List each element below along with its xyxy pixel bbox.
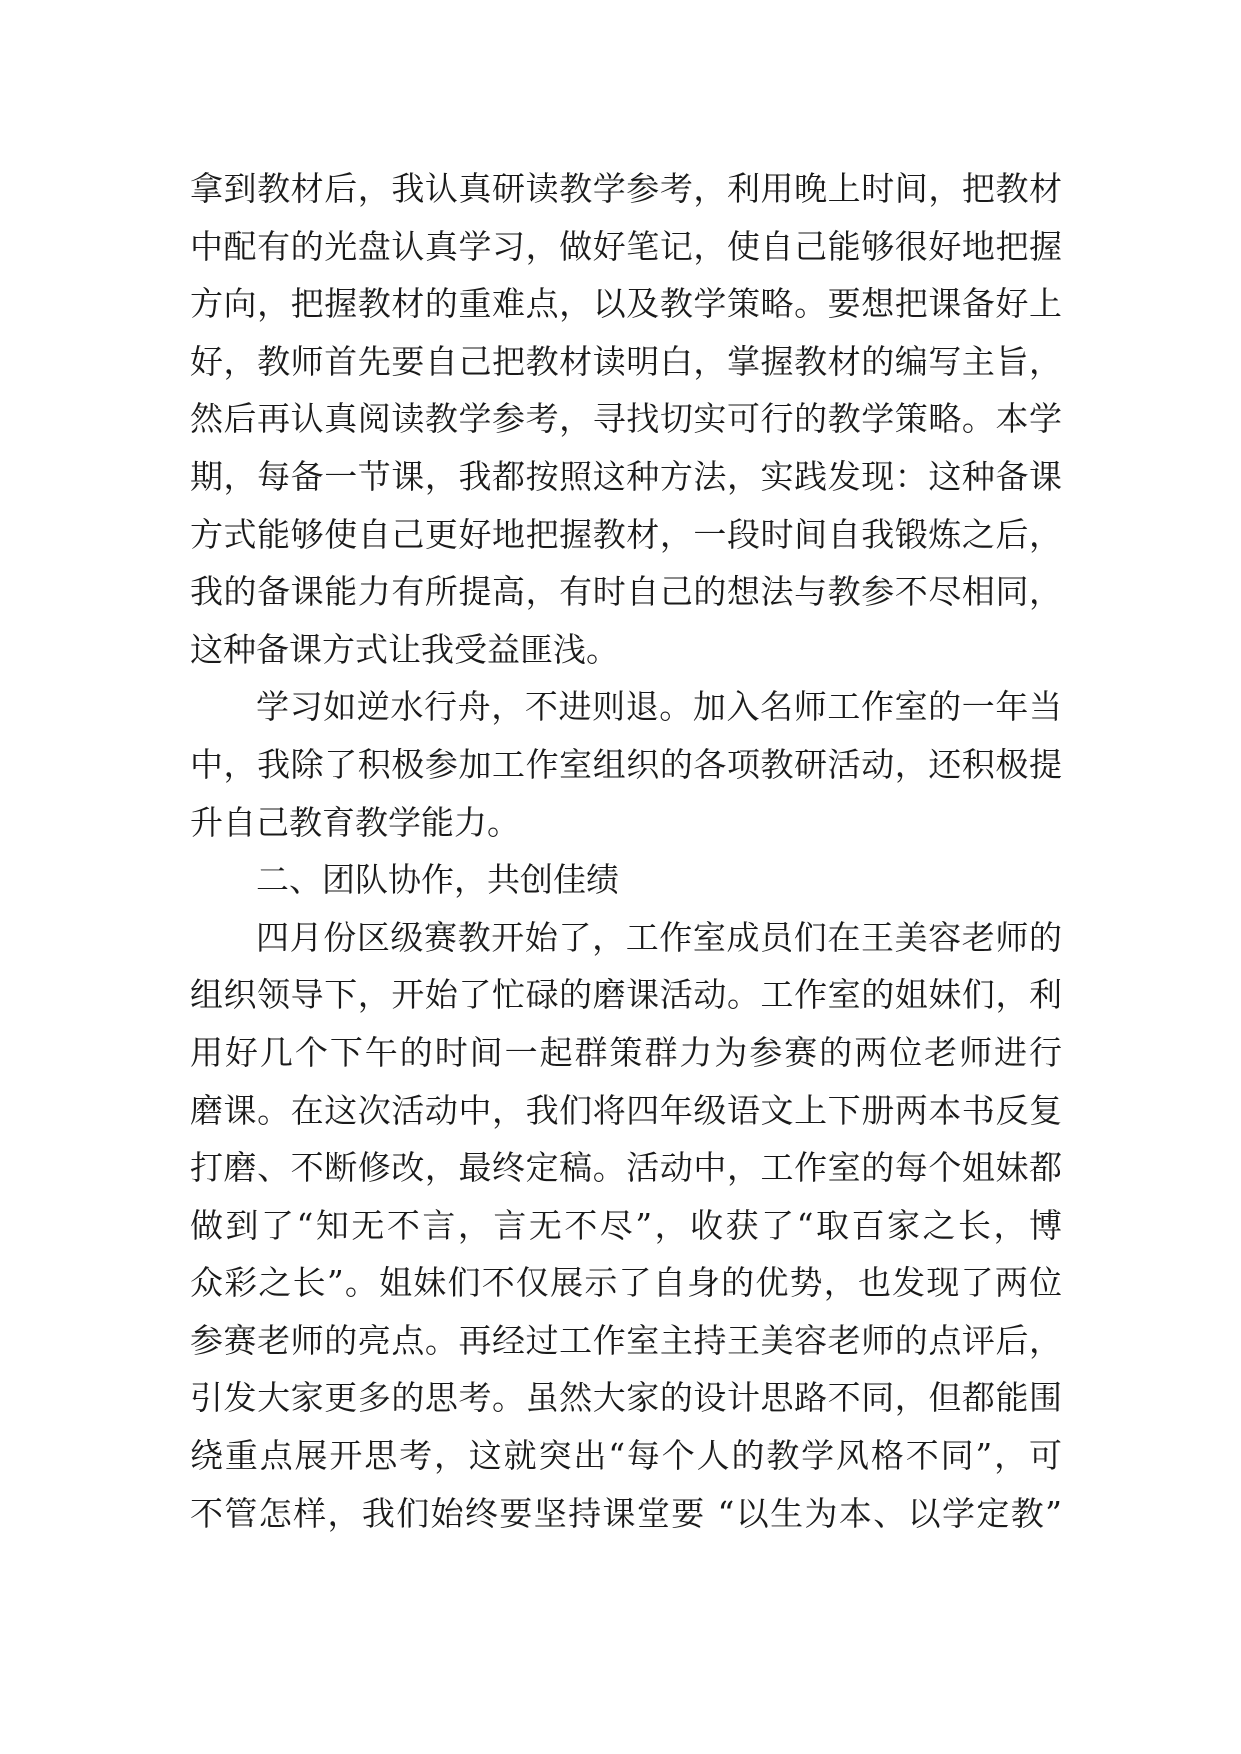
text-line: 方向，把握教材的重难点，以及教学策略。要想把课备好上 bbox=[190, 284, 1062, 324]
text-line: 期，每备一节课，我都按照这种方法，实践发现：这种备课 bbox=[190, 456, 1062, 496]
text-line: 不管怎样，我们始终要坚持课堂要 “以生为本、以学定教” bbox=[190, 1493, 1062, 1533]
text-line: 磨课。在这次活动中，我们将四年级语文上下册两本书反复 bbox=[190, 1090, 1062, 1130]
text-line: 升自己教育教学能力。 bbox=[190, 802, 520, 842]
text-line: 这种备课方式让我受益匪浅。 bbox=[190, 629, 619, 669]
text-line: 做到了“知无不言，言无不尽”，收获了“取百家之长，博 bbox=[190, 1205, 1062, 1245]
text-line: 学习如逆水行舟，不进则退。加入名师工作室的一年当 bbox=[256, 687, 1062, 727]
text-line: 然后再认真阅读教学参考，寻找切实可行的教学策略。本学 bbox=[190, 399, 1062, 439]
text-line: 我的备课能力有所提高，有时自己的想法与教参不尽相同， bbox=[190, 572, 1062, 612]
text-line: 打磨、不断修改，最终定稿。活动中，工作室的每个姐妹都 bbox=[190, 1148, 1062, 1188]
text-line: 用好几个下午的时间一起群策群力为参赛的两位老师进行 bbox=[190, 1032, 1062, 1072]
text-line: 二、团队协作，共创佳绩 bbox=[256, 860, 619, 900]
text-line: 组织领导下，开始了忙碌的磨课活动。工作室的姐妹们，利 bbox=[190, 975, 1062, 1015]
text-line: 参赛老师的亮点。再经过工作室主持王美容老师的点评后， bbox=[190, 1320, 1062, 1360]
body-text bbox=[190, 160, 1062, 1542]
text-line: 引发大家更多的思考。虽然大家的设计思路不同，但都能围 bbox=[190, 1378, 1062, 1418]
text-line: 中配有的光盘认真学习，做好笔记，使自己能够很好地把握 bbox=[190, 226, 1062, 266]
text-line: 拿到教材后，我认真研读教学参考，利用晚上时间，把教材 bbox=[190, 169, 1062, 208]
text-line: 好，教师首先要自己把教材读明白，掌握教材的编写主旨， bbox=[190, 341, 1062, 381]
text-line: 方式能够使自己更好地把握教材，一段时间自我锻炼之后， bbox=[190, 514, 1062, 554]
text-line: 绕重点展开思考，这就突出“每个人的教学风格不同”，可 bbox=[190, 1436, 1062, 1476]
text-line: 四月份区级赛教开始了，工作室成员们在王美容老师的 bbox=[256, 917, 1062, 957]
text-line: 中，我除了积极参加工作室组织的各项教研活动，还积极提 bbox=[190, 744, 1062, 784]
text-line: 众彩之长”。姐妹们不仅展示了自身的优势，也发现了两位 bbox=[190, 1263, 1062, 1303]
